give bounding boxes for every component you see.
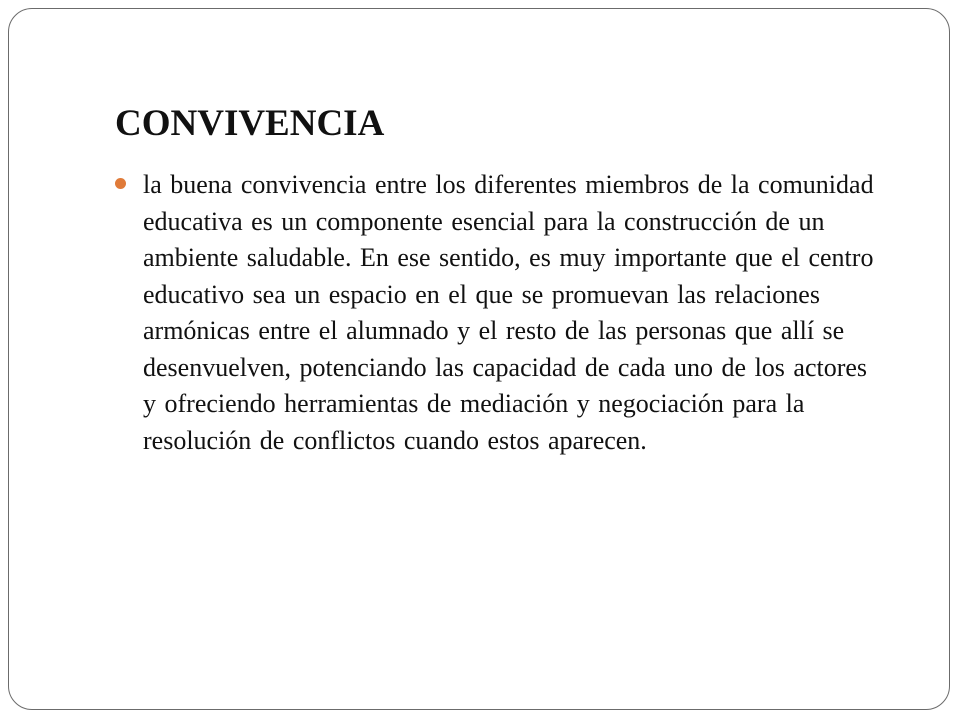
slide-title: CONVIVENCIA bbox=[115, 103, 385, 144]
bullet-dot-icon bbox=[115, 178, 126, 189]
bullet-list bbox=[115, 167, 875, 459]
bullet-text: la buena convivencia entre los diferentes miembros de la comunidad educativa es un componente esencial para la construcción de un ambiente saludable. En ese sentido, es muy importante que el centro educativo sea un espacio en el que se promuevan las relaciones armónicas entre el alumnado y el resto de las personas que allí se desenvuelven, potenciando las capacidad de cada uno de los actores y ofreciendo herramientas de mediación y negociación para la resolución de conflictos cuando estos aparecen. bbox=[143, 170, 874, 455]
bullet-item bbox=[115, 167, 875, 459]
slide-frame bbox=[8, 8, 950, 710]
